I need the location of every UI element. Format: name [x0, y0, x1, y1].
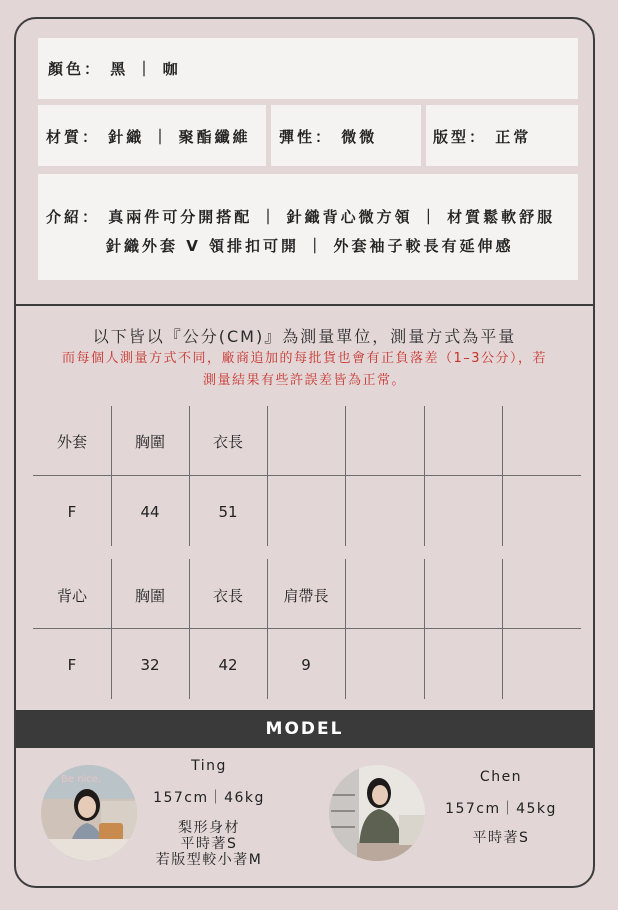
- table-grid-line: [111, 559, 112, 699]
- model-note: 梨形身材: [178, 820, 240, 836]
- size-chart-card: [14, 17, 595, 888]
- table-cell: 9: [301, 656, 311, 674]
- model-photo-ting: [41, 765, 137, 861]
- measurement-unit-note: 以下皆以『公分(CM)』為測量單位，測量方式為平量: [92, 327, 517, 346]
- table-grid-line: [33, 475, 581, 476]
- model-note: 平時著S: [472, 830, 530, 846]
- table-cell: 42: [218, 656, 238, 674]
- measurement-disclaimer: 而每個人測量方式不同，廠商追加的每批貨也會有正負落差（1–3公分），若測量結果有些許誤差皆為正常。: [61, 351, 548, 388]
- intro-line-1: 介紹： 真兩件可分開搭配 ｜ 針織背心微方領 ｜ 材質鬆軟舒服: [46, 208, 556, 226]
- fit-box: [426, 105, 578, 166]
- table-grid-line: [424, 406, 425, 546]
- elasticity-text: 彈性： 微微: [279, 128, 378, 146]
- table-grid-line: [345, 406, 346, 546]
- table-grid-line: [189, 559, 190, 699]
- table-grid-line: [345, 559, 346, 699]
- model-note: 若版型較小著M: [155, 852, 263, 868]
- table-grid-line: [111, 406, 112, 546]
- material-text: 材質： 針織 ｜ 聚酯纖維: [46, 128, 251, 146]
- table-cell: 44: [140, 503, 160, 521]
- model-note: 平時著S: [180, 836, 238, 852]
- table-cell: F: [67, 656, 77, 674]
- model-stats: 157cm｜45kg: [445, 801, 557, 817]
- table-header-cell: 衣長: [212, 587, 243, 605]
- model-photo-image: [329, 765, 425, 861]
- section-divider: [16, 304, 593, 306]
- table-cell: 32: [140, 656, 160, 674]
- table-grid-line: [502, 406, 503, 546]
- model-name: Chen: [479, 769, 523, 785]
- color-text: 顏色： 黑 ｜ 咖: [48, 60, 181, 78]
- table-header-cell: 胸圍: [134, 587, 165, 605]
- table-cell: F: [67, 503, 77, 521]
- table-grid-line: [33, 628, 581, 629]
- model-stats: 157cm｜46kg: [153, 790, 265, 806]
- intro-line-2: 針織外套 V 領排扣可開 ｜ 外套袖子較長有延伸感: [106, 237, 514, 255]
- table-cell: 51: [218, 503, 238, 521]
- model-name: Ting: [191, 758, 227, 774]
- model-photo-chen: [329, 765, 425, 861]
- table-header-cell: 衣長: [212, 433, 243, 451]
- elasticity-box: [271, 105, 421, 166]
- table-header-cell: 肩帶長: [283, 587, 329, 605]
- material-box: [38, 105, 266, 166]
- table-header-cell: 外套: [56, 433, 87, 451]
- table-grid-line: [267, 406, 268, 546]
- table-header-cell: 胸圍: [134, 433, 165, 451]
- table-grid-line: [267, 559, 268, 699]
- intro-box: [38, 174, 578, 280]
- table-grid-line: [189, 406, 190, 546]
- table-grid-line: [502, 559, 503, 699]
- table-header-cell: 背心: [56, 587, 87, 605]
- model-photo-image: [41, 765, 137, 861]
- table-grid-line: [424, 559, 425, 699]
- model-section-header: MODEL: [16, 710, 593, 748]
- photo-neon-text: Be nice.: [61, 774, 102, 785]
- fit-text: 版型： 正常: [433, 128, 532, 146]
- color-box: [38, 38, 578, 99]
